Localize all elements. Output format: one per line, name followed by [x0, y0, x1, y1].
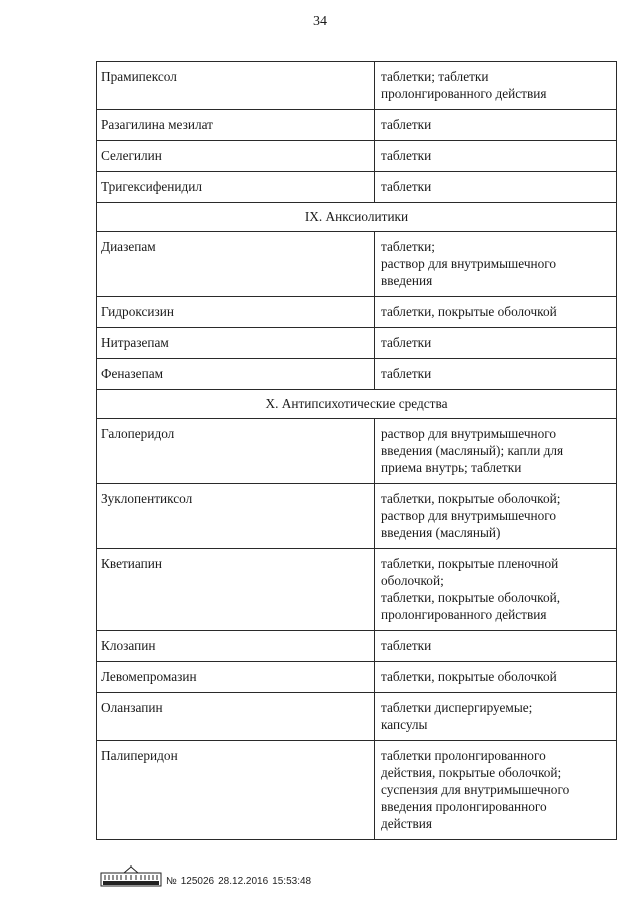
dosage-form-cell: таблетки диспергируемые; капсулы: [375, 693, 617, 741]
drug-name-cell: Галоперидол: [97, 419, 375, 484]
document-date: 28.12.2016: [218, 876, 269, 887]
dosage-form-cell: таблетки: [375, 172, 617, 203]
drug-name-cell: Гидроксизин: [97, 297, 375, 328]
table-row: [97, 62, 617, 110]
table-row: [97, 419, 617, 484]
dosage-form-cell: таблетки: [375, 631, 617, 662]
section-header-row: [97, 390, 617, 419]
dosage-form-cell: раствор для внутримышечного введения (масляный); капли для приема внутрь; таблетки: [375, 419, 617, 484]
drug-name-cell: Разагилина мезилат: [97, 110, 375, 141]
dosage-form-cell: таблетки, покрытые оболочкой: [375, 297, 617, 328]
drug-name-cell: Диазепам: [97, 232, 375, 297]
document-footer: [100, 863, 311, 889]
drug-name-cell: Клозапин: [97, 631, 375, 662]
section-title: IX. Анксиолитики: [97, 203, 617, 232]
table-row: [97, 141, 617, 172]
drug-name-cell: Селегилин: [97, 141, 375, 172]
document-time: 15:53:48: [272, 876, 312, 887]
document-number: 125026: [180, 876, 215, 887]
drug-name-cell: Нитразепам: [97, 328, 375, 359]
table-row: [97, 631, 617, 662]
table-row: [97, 741, 617, 840]
government-building-stamp-icon: [100, 865, 162, 889]
drug-name-cell: Зуклопентиксол: [97, 484, 375, 549]
section-header-row: [97, 203, 617, 232]
table-row: [97, 232, 617, 297]
document-registration-info: [166, 876, 311, 889]
number-mark: №: [166, 876, 177, 887]
table-row: [97, 359, 617, 390]
drug-table: [96, 61, 617, 840]
dosage-form-cell: таблетки: [375, 141, 617, 172]
table-body: [97, 62, 617, 840]
dosage-form-cell: таблетки: [375, 328, 617, 359]
table-row: [97, 172, 617, 203]
drug-name-cell: Прамипексол: [97, 62, 375, 110]
table-row: [97, 693, 617, 741]
page-number: 34: [313, 14, 327, 29]
drug-name-cell: Оланзапин: [97, 693, 375, 741]
dosage-form-cell: таблетки, покрытые оболочкой: [375, 662, 617, 693]
dosage-form-cell: таблетки; раствор для внутримышечного введения: [375, 232, 617, 297]
table-row: [97, 549, 617, 631]
dosage-form-cell: таблетки, покрытые пленочной оболочкой; таблетки, покрытые оболочкой, пролонгированного действия: [375, 549, 617, 631]
section-title: X. Антипсихотические средства: [97, 390, 617, 419]
table-row: [97, 110, 617, 141]
drug-name-cell: Кветиапин: [97, 549, 375, 631]
drug-name-cell: Палиперидон: [97, 741, 375, 840]
drug-name-cell: Тригексифенидил: [97, 172, 375, 203]
table-row: [97, 328, 617, 359]
table-row: [97, 297, 617, 328]
dosage-form-cell: таблетки, покрытые оболочкой; раствор для внутримышечного введения (масляный): [375, 484, 617, 549]
table-row: [97, 662, 617, 693]
dosage-form-cell: таблетки; таблетки пролонгированного действия: [375, 62, 617, 110]
drug-name-cell: Феназепам: [97, 359, 375, 390]
dosage-form-cell: таблетки: [375, 110, 617, 141]
drug-name-cell: Левомепромазин: [97, 662, 375, 693]
table-row: [97, 484, 617, 549]
dosage-form-cell: таблетки пролонгированного действия, покрытые оболочкой; суспензия для внутримышечного введения пролонгированного действия: [375, 741, 617, 840]
dosage-form-cell: таблетки: [375, 359, 617, 390]
